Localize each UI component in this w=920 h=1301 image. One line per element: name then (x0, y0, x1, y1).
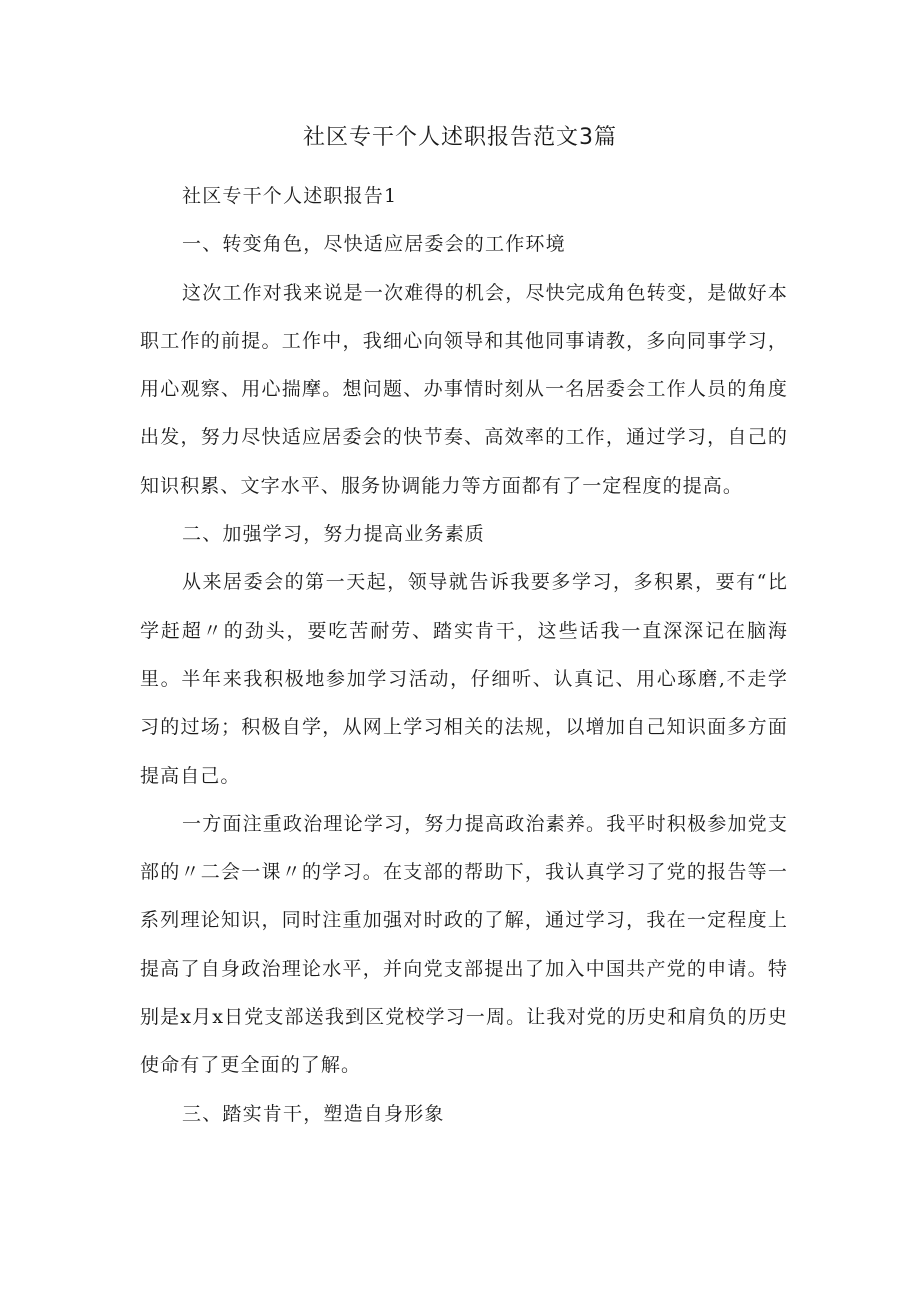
document-body (140, 172, 788, 1138)
section-2-heading: 二、加强学习，努力提高业务素质 (182, 523, 486, 546)
subtitle: 社区专干个人述职报告1 (182, 185, 398, 207)
section-2-body-1: 从来居委会的第一天起，领导就告诉我要多学习，多积累，要有“比学赶超〃的劲头，要吃苦耐劳、踏实肯干，这些话我一直深深记在脑海里。半年来我积极地参加学习活动，仔细听、认真记、用心琢磨,不走学习的过场；积极自学，从网上学习相关的法规，以增加自己知识面多方面提高自己。 (140, 571, 788, 787)
section-3-heading: 三、踏实肯干，塑造自身形象 (182, 1102, 445, 1125)
section-1-heading: 一、转变角色，尽快适应居委会的工作环境 (182, 233, 566, 256)
section-1-body: 这次工作对我来说是一次难得的机会，尽快完成角色转变，是做好本职工作的前提。工作中，我细心向领导和其他同事请教，多向同事学习，用心观察、用心揣摩。想问题、办事情时刻从一名居委会工作人员的角度出发，努力尽快适应居委会的快节奏、高效率的工作，通过学习，自己的知识积累、文字水平、服务协调能力等方面都有了一定程度的提高。 (140, 281, 788, 497)
section-2-body-2: 一方面注重政治理论学习，努力提高政治素养。我平时积极参加党支部的〃二会一课〃的学习。在支部的帮助下，我认真学习了党的报告等一系列理论知识，同时注重加强对时政的了解，通过学习，我在一定程度上提高了自身政治理论水平，并向党支部提出了加入中国共产党的申请。特别是x月x日党支部送我到区党校学习一周。让我对党的历史和肩负的历史使命有了更全面的了解。 (140, 812, 788, 1077)
document-title: 社区专干个人述职报告范文3篇 (303, 125, 617, 150)
